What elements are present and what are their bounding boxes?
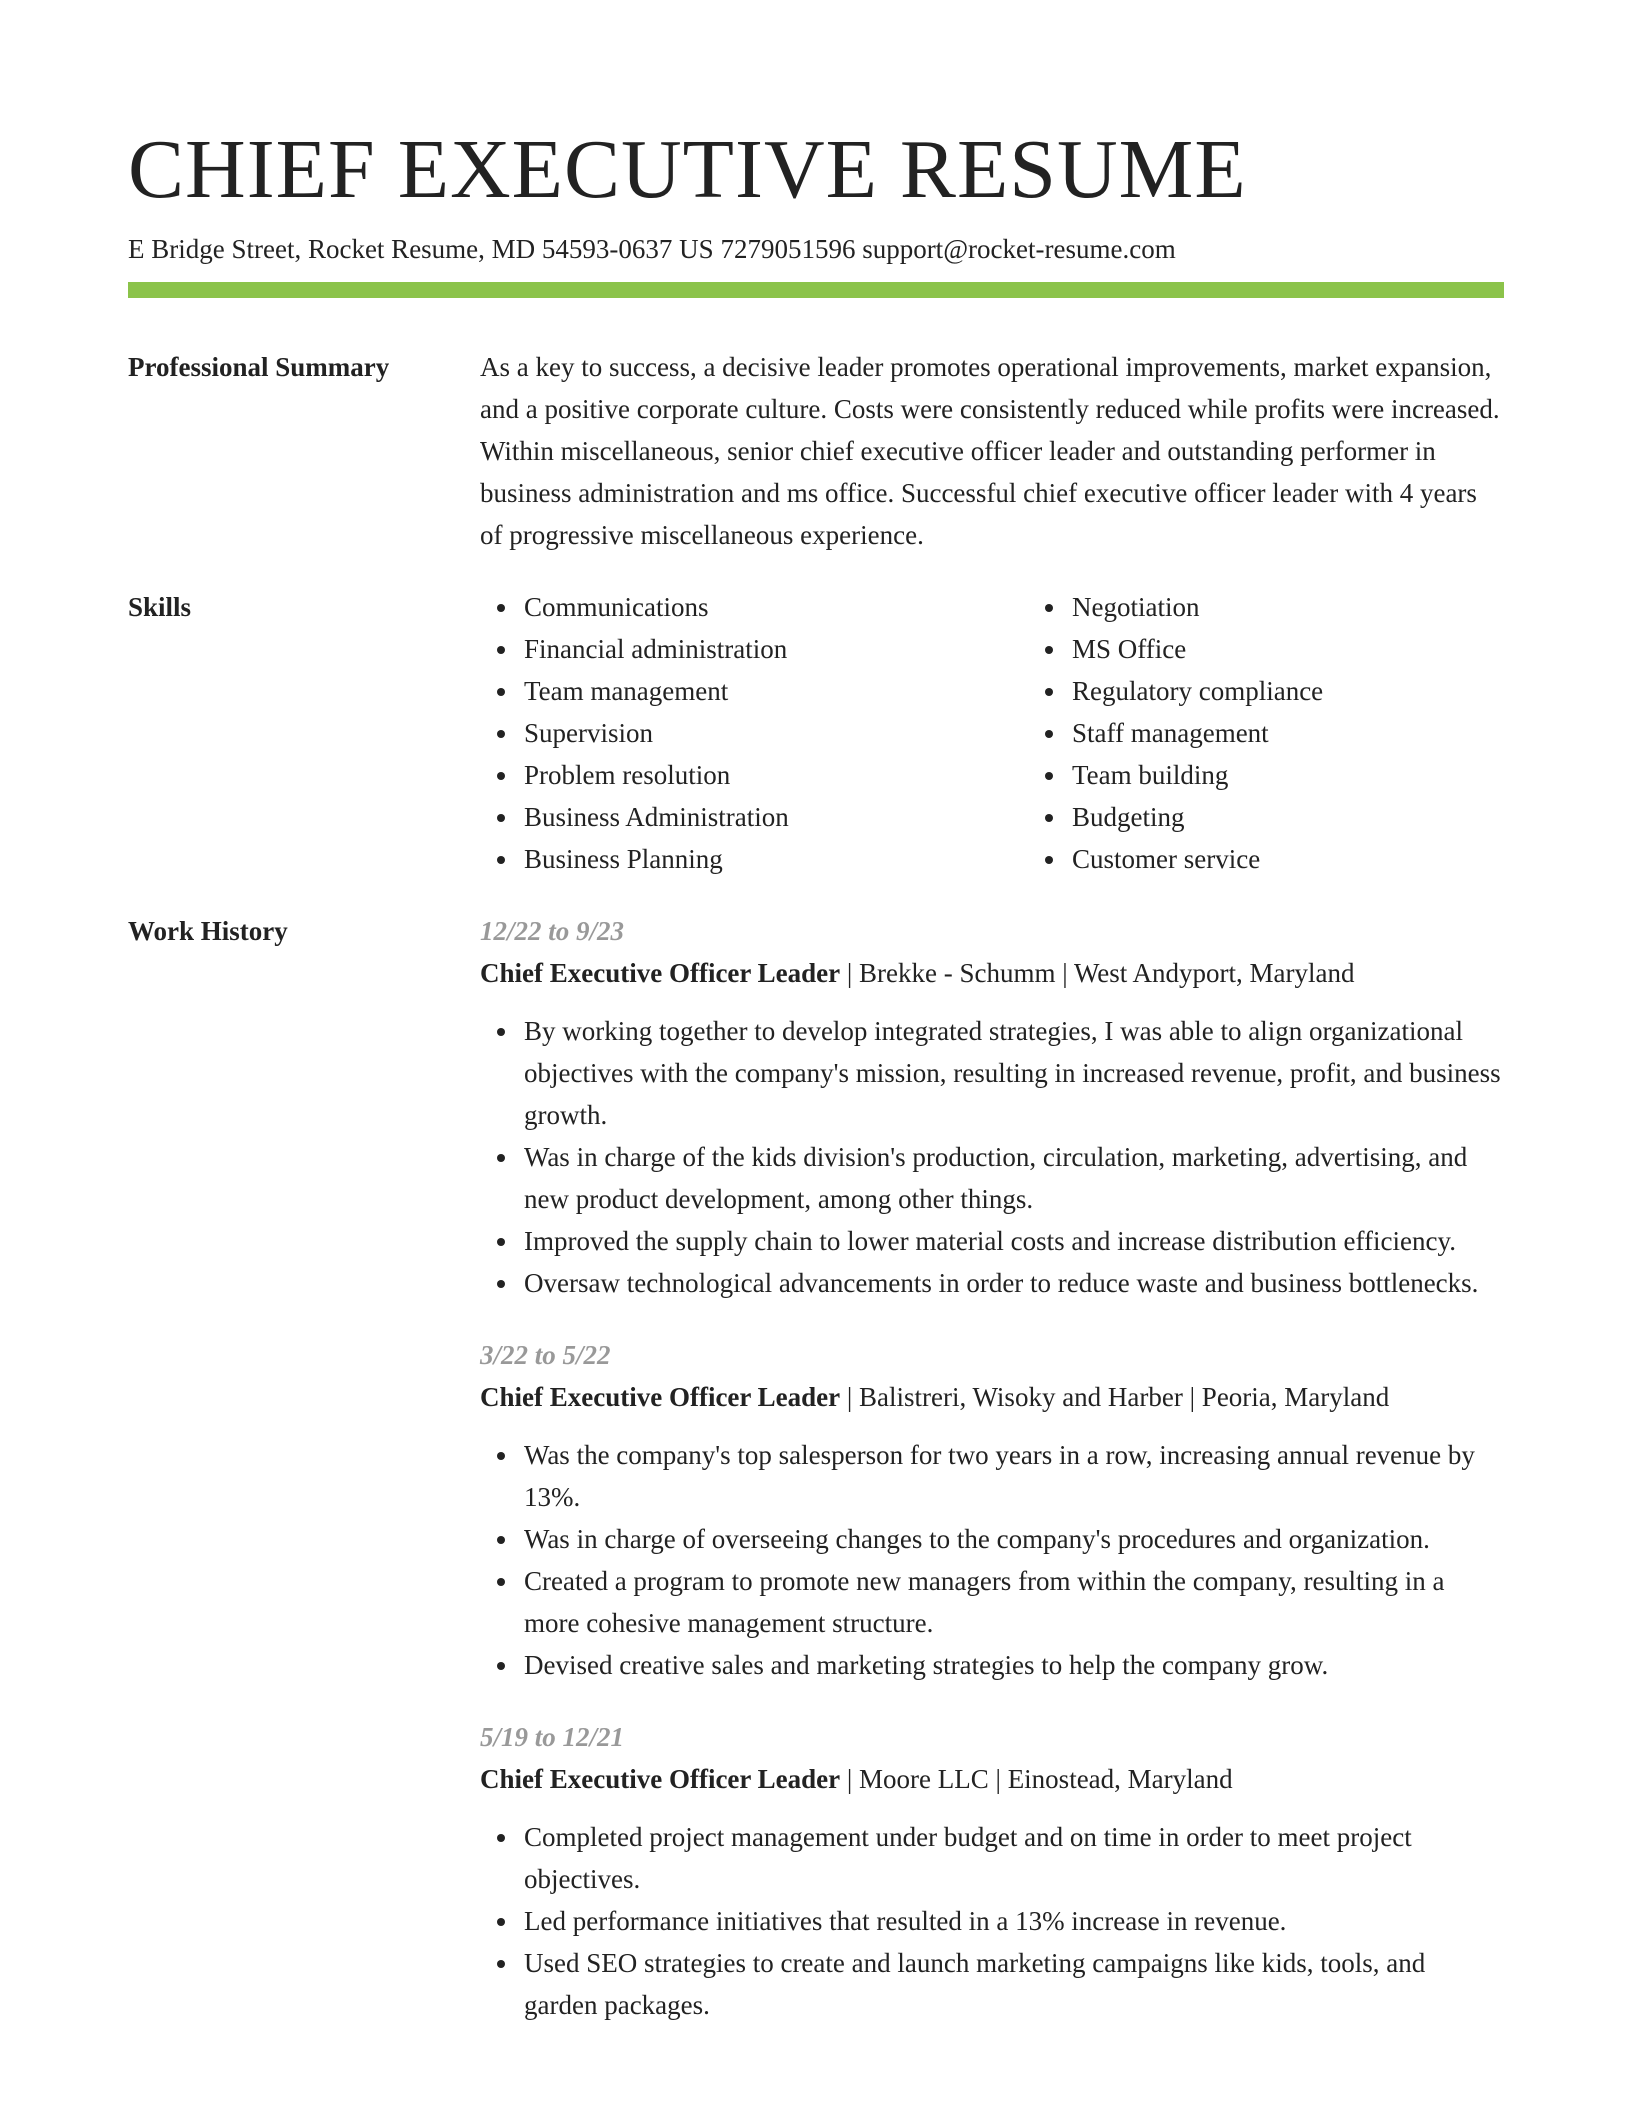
skill-item: Supervision — [524, 712, 1028, 754]
job-bullet: Was in charge of overseeing changes to the company's procedures and organization. — [524, 1518, 1504, 1560]
job-company: Brekke - Schumm — [859, 958, 1056, 988]
skill-item: Staff management — [1072, 712, 1576, 754]
job-company: Moore LLC — [859, 1764, 989, 1794]
contact-address: E Bridge Street, Rocket Resume, MD 54593-0637 US — [128, 234, 714, 264]
job-title-line — [480, 1376, 1504, 1418]
separator — [840, 958, 859, 988]
job-bullets — [480, 1434, 1504, 1686]
job-bullet: Completed project management under budget and on time in order to meet project objectives. — [524, 1816, 1504, 1900]
job-dates: 3/22 to 5/22 — [480, 1340, 611, 1370]
job-title: Chief Executive Officer Leader — [480, 1764, 841, 1794]
contact-email: support@rocket-resume.com — [862, 234, 1176, 264]
job-bullet: By working together to develop integrated strategies, I was able to align organizational objectives with the company's mission, resulting in increased revenue, profit, and business growth. — [524, 1010, 1504, 1136]
skill-item: Business Administration — [524, 796, 1028, 838]
resume-title: CHIEF EXECUTIVE RESUME — [128, 123, 1247, 216]
accent-divider — [128, 282, 1504, 298]
job-entry — [480, 1716, 1504, 2026]
job-bullet: Created a program to promote new managers from within the company, resulting in a more cohesive management structure. — [524, 1560, 1504, 1644]
work-history-heading: Work History — [128, 916, 288, 946]
job-dates: 5/19 to 12/21 — [480, 1722, 625, 1752]
job-bullet: Improved the supply chain to lower material costs and increase distribution efficiency. — [524, 1220, 1504, 1262]
separator — [840, 1764, 859, 1794]
job-bullet: Was the company's top salesperson for two years in a row, increasing annual revenue by 13%. — [524, 1434, 1504, 1518]
skills-columns — [480, 586, 1576, 880]
skill-item: Budgeting — [1072, 796, 1576, 838]
job-title-line — [480, 952, 1504, 994]
work-history-section — [128, 910, 1504, 2026]
separator — [1056, 958, 1074, 988]
resume-header — [128, 118, 1504, 298]
skill-item: Financial administration — [524, 628, 1028, 670]
skills-list-right — [1028, 586, 1576, 880]
contact-phone: 7279051596 — [720, 234, 856, 264]
job-company: Balistreri, Wisoky and Harber — [859, 1382, 1183, 1412]
skills-section — [128, 586, 1504, 880]
job-bullet: Oversaw technological advancements in order to reduce waste and business bottlenecks. — [524, 1262, 1504, 1304]
skill-item: Communications — [524, 586, 1028, 628]
skills-list-left — [480, 586, 1028, 880]
job-entry — [480, 1334, 1504, 1686]
job-title-line — [480, 1758, 1504, 1800]
job-bullet: Used SEO strategies to create and launch marketing campaigns like kids, tools, and garden packages. — [524, 1942, 1504, 2026]
skill-item: Customer service — [1072, 838, 1576, 880]
job-location: Peoria, Maryland — [1201, 1382, 1390, 1412]
contact-line — [128, 230, 1504, 268]
job-title: Chief Executive Officer Leader — [480, 958, 841, 988]
summary-text: As a key to success, a decisive leader promotes operational improvements, market expansion, and a positive corporate culture. Costs were consistently reduced while profits were increased. Within miscellaneous, senior chief executive officer leader and outstanding performer in business administration and ms office. Successful chief executive officer leader with 4 years of progressive miscellaneous experience. — [480, 352, 1500, 550]
job-dates: 12/22 to 9/23 — [480, 916, 625, 946]
skill-item: Team management — [524, 670, 1028, 712]
job-location: West Andyport, Maryland — [1073, 958, 1355, 988]
separator — [840, 1382, 859, 1412]
job-location: Einostead, Maryland — [1007, 1764, 1233, 1794]
job-bullet: Led performance initiatives that resulted in a 13% increase in revenue. — [524, 1900, 1504, 1942]
summary-section — [128, 346, 1504, 556]
skill-item: Problem resolution — [524, 754, 1028, 796]
job-entry — [480, 910, 1504, 1304]
skill-item: Negotiation — [1072, 586, 1576, 628]
skills-heading: Skills — [128, 592, 192, 622]
job-bullets — [480, 1010, 1504, 1304]
skill-item: MS Office — [1072, 628, 1576, 670]
skill-item: Business Planning — [524, 838, 1028, 880]
job-bullet: Devised creative sales and marketing strategies to help the company grow. — [524, 1644, 1504, 1686]
summary-heading: Professional Summary — [128, 352, 390, 382]
separator — [989, 1764, 1008, 1794]
job-bullet: Was in charge of the kids division's production, circulation, marketing, advertising, and new product development, among other things. — [524, 1136, 1504, 1220]
job-bullets — [480, 1816, 1504, 2026]
job-title: Chief Executive Officer Leader — [480, 1382, 841, 1412]
skill-item: Team building — [1072, 754, 1576, 796]
separator — [1183, 1382, 1202, 1412]
skill-item: Regulatory compliance — [1072, 670, 1576, 712]
resume-page — [128, 118, 1504, 2056]
